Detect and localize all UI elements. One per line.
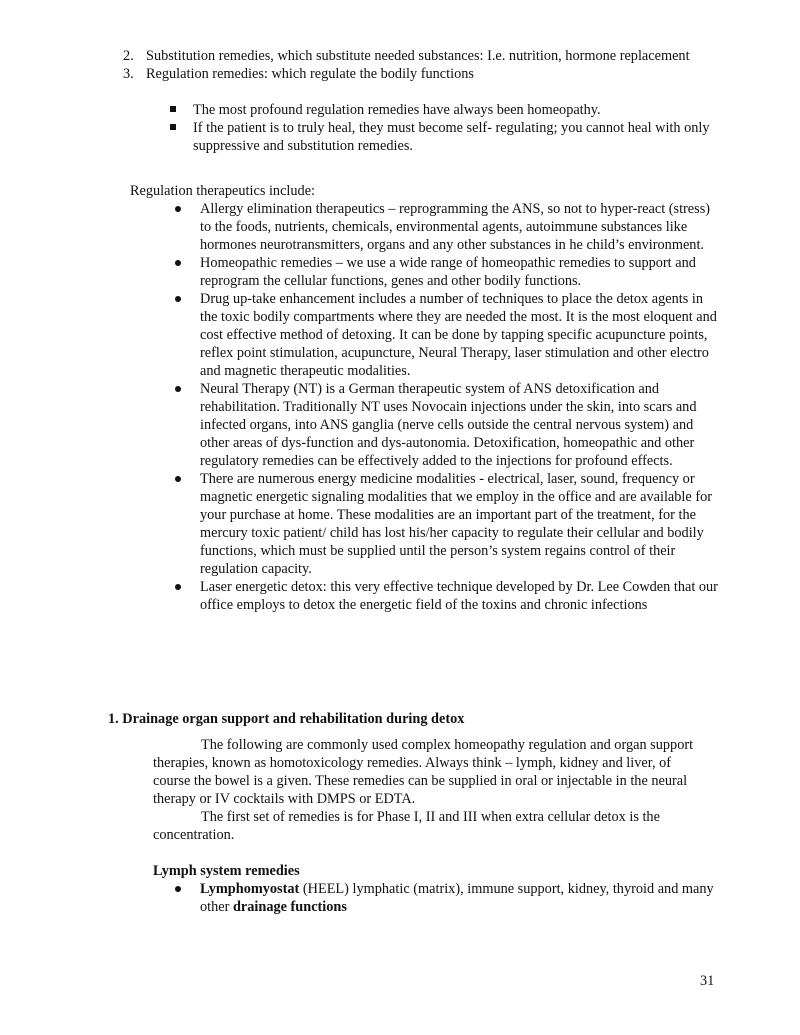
bullet-icon	[175, 886, 181, 892]
list-item-text: Homeopathic remedies – we use a wide range of homeopathic remedies to support and reprogram the cellular functions, genes and other bodily functions.	[200, 255, 696, 289]
lymph-list	[174, 880, 719, 916]
list-item	[170, 119, 710, 155]
list-item-text: Laser energetic detox: this very effective technique developed by Dr. Lee Cowden that our office employs to detox the energetic field of the toxins and chronic infections	[200, 579, 718, 613]
list-item	[174, 578, 719, 614]
bullet-icon	[175, 296, 181, 302]
numbered-list	[123, 47, 713, 83]
list-item	[174, 254, 719, 290]
body-paragraphs	[153, 736, 708, 844]
list-number: 2.	[123, 48, 134, 64]
paragraph: The following are commonly used complex homeopathy regulation and organ support therapies, known as homotoxicology remedies. Always think – lymph, kidney and liver, of course the bowel is a given. These remedies can be supplied in oral or injectable in the neural therapy or IV cocktails with DMPS or EDTA.	[153, 737, 694, 807]
page-number: 31	[700, 973, 715, 989]
list-item-text: Regulation remedies: which regulate the bodily functions	[146, 66, 474, 82]
regulation-intro: Regulation therapeutics include:	[130, 183, 316, 199]
bullet-icon	[175, 206, 181, 212]
sub-bullet-list	[170, 101, 710, 155]
list-number: 3.	[123, 66, 134, 82]
list-item-text: Drug up-take enhancement includes a number of techniques to place the detox agents in the toxic bodily compartments where they are needed the most. It is the most eloquent and cost effective method of detoxing. It can be done by tapping specific acupuncture points, reflex point stimulation, acupuncture, Neural Therapy, laser stimulation and other electro and magnetic therapeutic modalities.	[200, 291, 717, 379]
lymph-heading: Lymph system remedies	[153, 863, 300, 879]
list-item	[174, 880, 719, 916]
list-item	[170, 101, 710, 119]
list-item	[123, 47, 713, 65]
bullet-icon	[175, 584, 181, 590]
list-item	[123, 65, 713, 83]
list-item	[174, 380, 719, 470]
bullet-icon	[175, 476, 181, 482]
remedy-emphasis: drainage functions	[232, 899, 347, 915]
list-item-text: The most profound regulation remedies have always been homeopathy.	[193, 102, 601, 118]
list-item	[174, 200, 719, 254]
list-item	[174, 470, 719, 578]
remedy-name: Lymphomyostat	[200, 881, 300, 897]
bullet-icon	[175, 386, 181, 392]
paragraph: The first set of remedies is for Phase I, II and III when extra cellular detox is the concentration.	[153, 809, 660, 843]
list-item-text: Allergy elimination therapeutics – reprogramming the ANS, so not to hyper-react (stress) to the foods, nutrients, chemicals, environmental agents, autoimmune substances like hormones neurotransmitters, organs and any other substances in he child’s environment.	[200, 201, 711, 253]
list-item-text: There are numerous energy medicine modalities - electrical, laser, sound, frequency or magnetic energetic signaling modalities that we employ in the office and are available for your purchase at home. These modalities are an important part of the treatment, for the mercury toxic patient/ child has lost his/her capacity to regulate their cellular and bodily functions, which must be supplied until the person’s system regains control of their regulation capacity.	[200, 471, 712, 577]
bullet-icon	[175, 260, 181, 266]
list-item-text: Neural Therapy (NT) is a German therapeutic system of ANS detoxification and rehabilitation. Traditionally NT uses Novocain injections under the skin, into scars and infected organs, into ANS ganglia (nerve cells outside the central nervous system) and other areas of dys-function and dys-autonomia. Detoxification, homeopathic and other regulatory remedies can be effectively added to the injections for profound effects.	[200, 381, 697, 469]
remedy-description: (HEEL) lymphatic (matrix), immune support, kidney, thyroid and many other	[200, 881, 714, 915]
list-item	[174, 290, 719, 380]
section-heading: 1. Drainage organ support and rehabilitation during detox	[108, 711, 465, 727]
list-item-text: Substitution remedies, which substitute needed substances: I.e. nutrition, hormone replacement	[146, 48, 690, 64]
square-bullet-icon	[170, 124, 176, 130]
regulation-list	[174, 200, 719, 614]
square-bullet-icon	[170, 106, 176, 112]
list-item-text: If the patient is to truly heal, they must become self- regulating; you cannot heal with only suppressive and substitution remedies.	[193, 120, 710, 154]
